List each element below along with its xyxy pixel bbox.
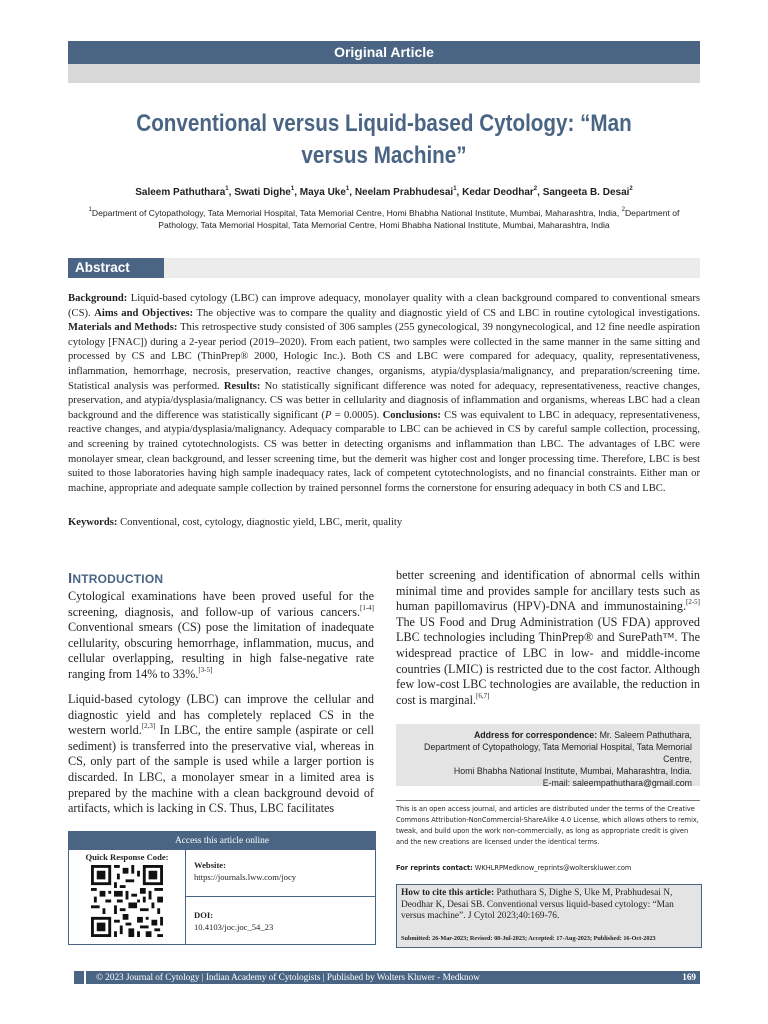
author-name: Maya Uke	[299, 187, 346, 198]
affiliations: $^1$Department of Cytopathology, Tata Memorial Hospital, Tata Memorial Centre, Homi Bhabha National Institute, Mumbai, Maharashtra, India, $^2$Department of Pathology, Tata Memorial Hospital, Tata Memorial Centre, Homi Bhabha National Institute, Mumbai, Maharashtra, India	[88, 207, 680, 230]
abstract-background: Liquid-based cytology (LBC) can improve adequacy, monolayer quality with a clean background compared to conventional smears (CS).	[68, 293, 700, 319]
section-heading-introduction: INTRODUCTION	[68, 570, 164, 587]
website-label: Website:	[194, 860, 226, 870]
header-gray-band	[68, 64, 700, 83]
affiliation-2: Department of Pathology, Tata Memorial Hospital, Tata Memorial Centre, Homi Bhabha National Institute, Mumbai, Maharashtra, India	[158, 208, 680, 230]
website-cell	[186, 850, 375, 897]
correspondence-label: Address for correspondence:	[473, 730, 598, 740]
correspondence-name: Mr. Saleem Pathuthara,	[599, 730, 692, 740]
article-type-label: Original Article	[334, 44, 434, 60]
how-to-cite-box	[396, 884, 702, 948]
intro-paragraph-2: Liquid-based cytology (LBC) can improve the cellular and diagnostic yield and has completely replaced CS in the western world.[2,3] In LBC, the entire sample (aspirate or cell sediment) is transferred into the preservative vial, whereas in CS, only part of the sample is used while a larger portion is discarded. In LBC, a monolayer smear in a limited area is prepared by the machine with a clean background devoid of artifacts, which is lacking in CS. Thus, LBC facilitates	[68, 692, 374, 816]
doi-link[interactable]: 10.4103/joc.joc_54_23	[194, 922, 274, 932]
abstract-results: No statistically significant difference was noted for adequacy, representativeness, reactive changes, preservation, and atypia/dysplasia/malignancy. CS was better in cellularity and diagnosis of inflammation and organisms, whereas LBC had a clean background and the difference was statistically significant (	[68, 380, 700, 421]
access-heading: Access this article online	[69, 832, 375, 850]
website-link[interactable]: https://journals.lww.com/jocy	[194, 872, 297, 882]
article-type-bar	[68, 41, 700, 64]
keyword-list: Conventional, cost, cytology, diagnostic yield, LBC, merit, quality	[120, 517, 403, 528]
qr-cell	[69, 850, 186, 944]
page-number: 169	[682, 972, 696, 982]
qr-label: Quick Response Code:	[85, 852, 169, 862]
license-text: This is an open access journal, and articles are distributed under the terms of the Creative Commons Attribution-NonCommercial-ShareAlike 4.0 License, which allows others to remix, tweak, and build upon the work non-commercially, as long as appropriate credit is given and the new creations are licensed under the identical terms.	[396, 805, 699, 846]
intro-paragraph-3: better screening and identification of abnormal cells within minimal time and provides sample for ancillary tests such as human papillomavirus (HPV)-DNA and immunostaining.[2-5] The US Food and Drug Administration (US FDA) approved LBC technologies including ThinPrep® and SurePath™. The widespread practice of LBC in low- and middle-income countries (LMIC) is restricted due to the cost factor. Although few low-cost LBC technologies are available, the reduction in cost is marginal.[6,7]	[396, 568, 700, 707]
submission-dates: Submitted: 26-Mar-2023; Revised: 08-Jul-2023; Accepted: 17-Aug-2023; Published: 16-Oct-2023	[401, 935, 656, 942]
doi-label: DOI:	[194, 910, 214, 920]
reprints-email[interactable]: WKHLRPMedknow_reprints@wolterskluwer.com	[474, 864, 632, 872]
citation-text: Pathuthara S, Dighe S, Uke M, Prabhudesai N, Deodhar K, Desai SB. Conventional versus liquid-based cytology: “Man versus machine”. J Cytol 2023;40:169-76.	[401, 888, 674, 922]
intro-paragraph-1: Cytological examinations have been proved useful for the screening, diagnosis, and follow-up of various cancers.[1-4] Conventional smears (CS) pose the limitation of inadequate cellularity, obscuring hemorrhage, inflammation, mucus, and cellular overlapping, resulting in high false-negative rate ranging from 14% to 33%.[3-5]	[68, 589, 374, 681]
abstract-conclusions: CS was equivalent to LBC in adequacy, representativeness, reactive changes, and atypia/dysplasia/malignancy. Adequacy comparable to LBC can be achieved in CS by careful sample collection, processing, and screening by trained cytotechnologists. CS was better in detecting organisms and inflammation than LBC. The advantages of LBC were monolayer smear, clean background, and lesser screening time, but the demerit was higher cost and longer processing time. Therefore, LBC is best suited to those laboratories having high sample inadequacy rates, lack of competent cytotechnologists, and no financial constraints. Either man or machine, appropriate and adequate sample collection by trained personnel forms the cornerstone for ensuring adequacy in both CS and LBC.	[68, 409, 700, 494]
correspondence-box	[396, 724, 700, 786]
author-name: Swati Dighe	[234, 187, 291, 198]
affiliation-1: Department of Cytopathology, Tata Memorial Hospital, Tata Memorial Centre, Homi Bhabha National Institute, Mumbai, Maharashtra, India,	[91, 208, 620, 218]
abstract-aims: The objective was to compare the quality and diagnostic yield of CS and LBC in routine cytological investigations.	[196, 307, 700, 319]
qr-code-icon[interactable]	[91, 865, 163, 937]
article-title: Conventional versus Liquid-based Cytology: “Man versus Machine”	[136, 110, 632, 169]
doi-cell	[186, 897, 375, 944]
abstract-heading-tab	[68, 258, 164, 278]
cite-label: How to cite this article:	[401, 888, 495, 898]
abstract-body: Background: Liquid-based cytology (LBC) can improve adequacy, monolayer quality with a clean background compared to conventional smears (CS). Aims and Objectives: The objective was to compare the quality and diagnostic yield of CS and LBC in routine cytological investigations. Materials and Methods: This retrospective study consisted of 306 samples (255 gynecological, 39 nongynecological, and 12 fine needle aspiration cytology [FNAC]) during a 2-year period (2019–2020). From each patient, two samples were collected in the same manner in the same sitting and processed by CS and LBC (ThinPrep® 2000, Hologic Inc.). Both CS and LBC were compared for adequacy, quality, representativeness, inflammation, hemorrhage, necrosis, preservation, reactive changes, organisms, atypia/dysplasia/malignancy, and preparation/screening time. Statistical analysis was performed. Results: No statistically significant difference was noted for adequacy, representativeness, reactive changes, preservation, and atypia/dysplasia/malignancy. CS was better in cellularity and diagnosis of inflammation and organisms, whereas LBC had a clean background and the difference was statistically significant (P = 0.0005). Conclusions: CS was equivalent to LBC in adequacy, representativeness, reactive changes, and atypia/dysplasia/malignancy. Adequacy comparable to LBC can be achieved in CS by careful sample collection, processing, and screening by trained cytotechnologists. CS was better in detecting organisms and inflammation than LBC. The advantages of LBC were monolayer smear, clean background, and lesser screening time, but the demerit was higher cost and longer processing time. Therefore, LBC is best suited to those laboratories having high sample inadequacy rates, lack of competent cytotechnologists, and no financial constraints. Either man or machine, appropriate and adequate sample collection by trained personnel forms the cornerstone for ensuring adequacy in both CS and LBC.	[68, 293, 700, 494]
abstract-methods: This retrospective study consisted of 306 samples (255 gynecological, 39 nongynecological, and 12 fine needle aspiration cytology [FNAC]) during a 2-year period (2019–2020). From each patient, two samples were collected in the same manner in the same sitting and processed by CS and LBC (ThinPrep® 2000, Hologic Inc.). Both CS and LBC were compared for adequacy, quality, representativeness, inflammation, hemorrhage, necrosis, preservation, reactive changes, organisms, atypia/dysplasia/malignancy, and preparation/screening time. Statistical analysis was performed.	[68, 322, 700, 392]
author-list: Saleem Pathuthara$^1$, Swati Dighe$^1$, Maya Uke$^1$, Neelam Prabhudesai$^1$, Kedar Deodhar$^2$, Sangeeta B. Desai$^2$	[135, 186, 633, 198]
footer-accent	[68, 971, 86, 984]
author-name: Kedar Deodhar	[462, 187, 534, 198]
correspondence-line: Department of Cytopathology, Tata Memorial Hospital, Tata Memorial Centre,	[424, 742, 692, 764]
author-name: Neelam Prabhudesai	[354, 187, 454, 198]
author-name: Saleem Pathuthara	[135, 187, 226, 198]
footer-bar	[68, 971, 700, 984]
access-article-box	[68, 831, 376, 945]
correspondence-email[interactable]: E-mail: saleempathuthara@gmail.com	[542, 778, 692, 788]
abstract-heading: Abstract	[75, 260, 130, 275]
keywords: Keywords: Conventional, cost, cytology, diagnostic yield, LBC, merit, quality	[68, 517, 403, 528]
reprints-contact: For reprints contact: WKHLRPMedknow_reprints@wolterskluwer.com	[396, 864, 632, 872]
author-name: Sangeeta B. Desai	[542, 187, 630, 198]
footer-copyright: © 2023 Journal of Cytology | Indian Academy of Cytologists | Published by Wolters Kluwer - Medknow	[96, 972, 480, 982]
license-divider	[396, 800, 700, 801]
correspondence-line: Homi Bhabha National Institute, Mumbai, Maharashtra, India.	[453, 766, 692, 776]
